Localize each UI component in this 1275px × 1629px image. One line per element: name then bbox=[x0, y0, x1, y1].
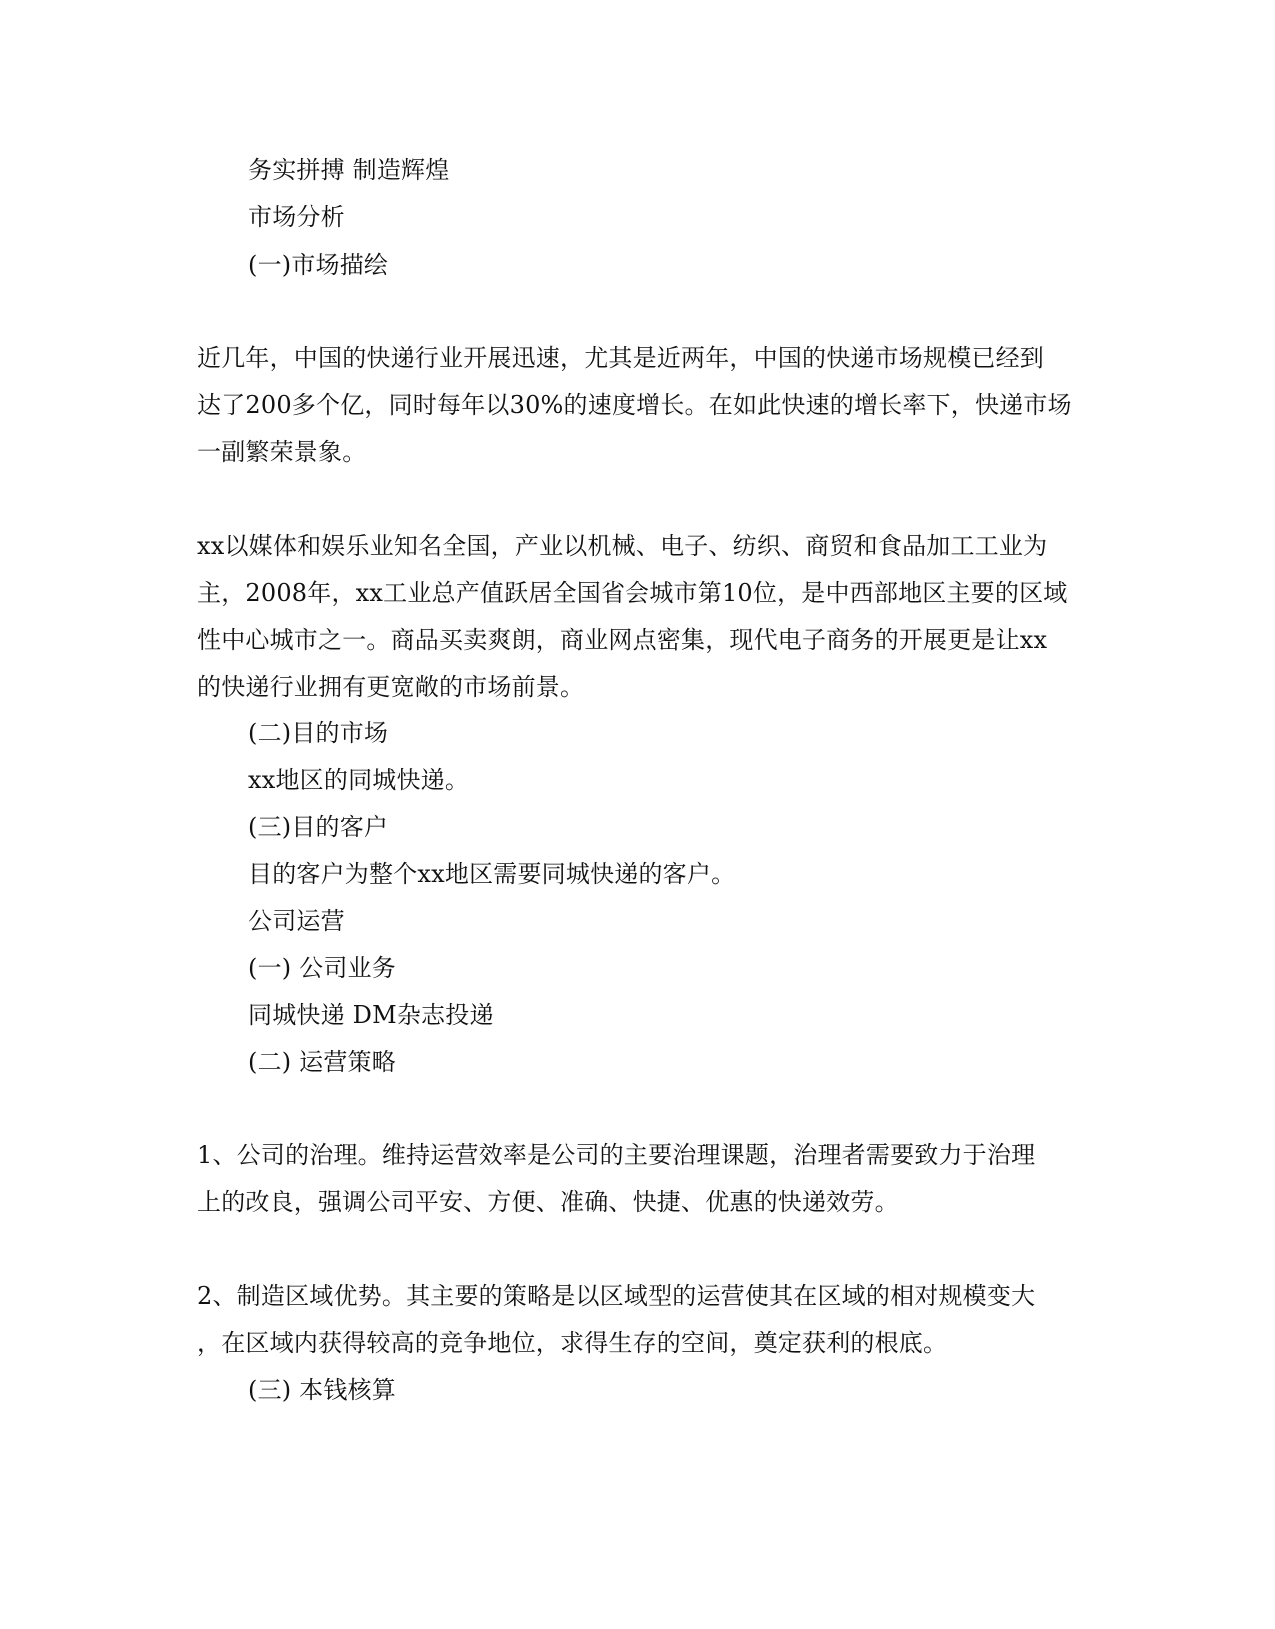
subsection-heading-cost-accounting: (三) 本钱核算 bbox=[248, 1376, 396, 1404]
section-heading-market-analysis: 市场分析 bbox=[248, 203, 345, 231]
company-business-text: 同城快递 DM杂志投递 bbox=[248, 1001, 494, 1029]
subsection-heading-operating-strategy: (二) 运营策略 bbox=[248, 1048, 396, 1076]
paragraph-line: 1、公司的治理。维持运营效率是公司的主要治理课题，治理者需要致力于治理 bbox=[197, 1141, 1036, 1169]
target-market-text: xx地区的同城快递。 bbox=[248, 766, 470, 794]
paragraph-line: ，在区域内获得较高的竞争地位，求得生存的空间，奠定获利的根底。 bbox=[197, 1329, 948, 1357]
paragraph-line: 上的改良，强调公司平安、方便、准确、快捷、优惠的快递效劳。 bbox=[197, 1188, 899, 1216]
subsection-heading-target-customers: (三)目的客户 bbox=[248, 813, 389, 841]
paragraph-line: 达了200多个亿，同时每年以30%的速度增长。在如此快速的增长率下，快递市场 bbox=[197, 391, 1072, 419]
paragraph-line: xx以媒体和娱乐业知名全国，产业以机械、电子、纺织、商贸和食品加工工业为 bbox=[197, 532, 1048, 560]
paragraph-line: 2、制造区域优势。其主要的策略是以区域型的运营使其在区域的相对规模变大 bbox=[197, 1282, 1036, 1310]
paragraph-line: 一副繁荣景象。 bbox=[197, 438, 367, 466]
paragraph-line: 近几年，中国的快递行业开展迅速，尤其是近两年，中国的快递市场规模已经到 bbox=[197, 344, 1044, 372]
subsection-heading-market-description: (一)市场描绘 bbox=[248, 251, 389, 279]
subsection-heading-target-market: (二)目的市场 bbox=[248, 719, 389, 747]
subsection-heading-company-business: (一) 公司业务 bbox=[248, 954, 396, 982]
target-customers-text: 目的客户为整个xx地区需要同城快递的客户。 bbox=[248, 860, 736, 888]
paragraph-line: 的快递行业拥有更宽敞的市场前景。 bbox=[197, 673, 585, 701]
paragraph-line: 主，2008年，xx工业总产值跃居全国省会城市第10位，是中西部地区主要的区域 bbox=[197, 579, 1068, 607]
paragraph-line: 性中心城市之一。商品买卖爽朗，商业网点密集，现代电子商务的开展更是让xx bbox=[197, 626, 1048, 654]
section-heading-company-operations: 公司运营 bbox=[248, 907, 345, 935]
document-title: 务实拼搏 制造辉煌 bbox=[248, 156, 450, 184]
